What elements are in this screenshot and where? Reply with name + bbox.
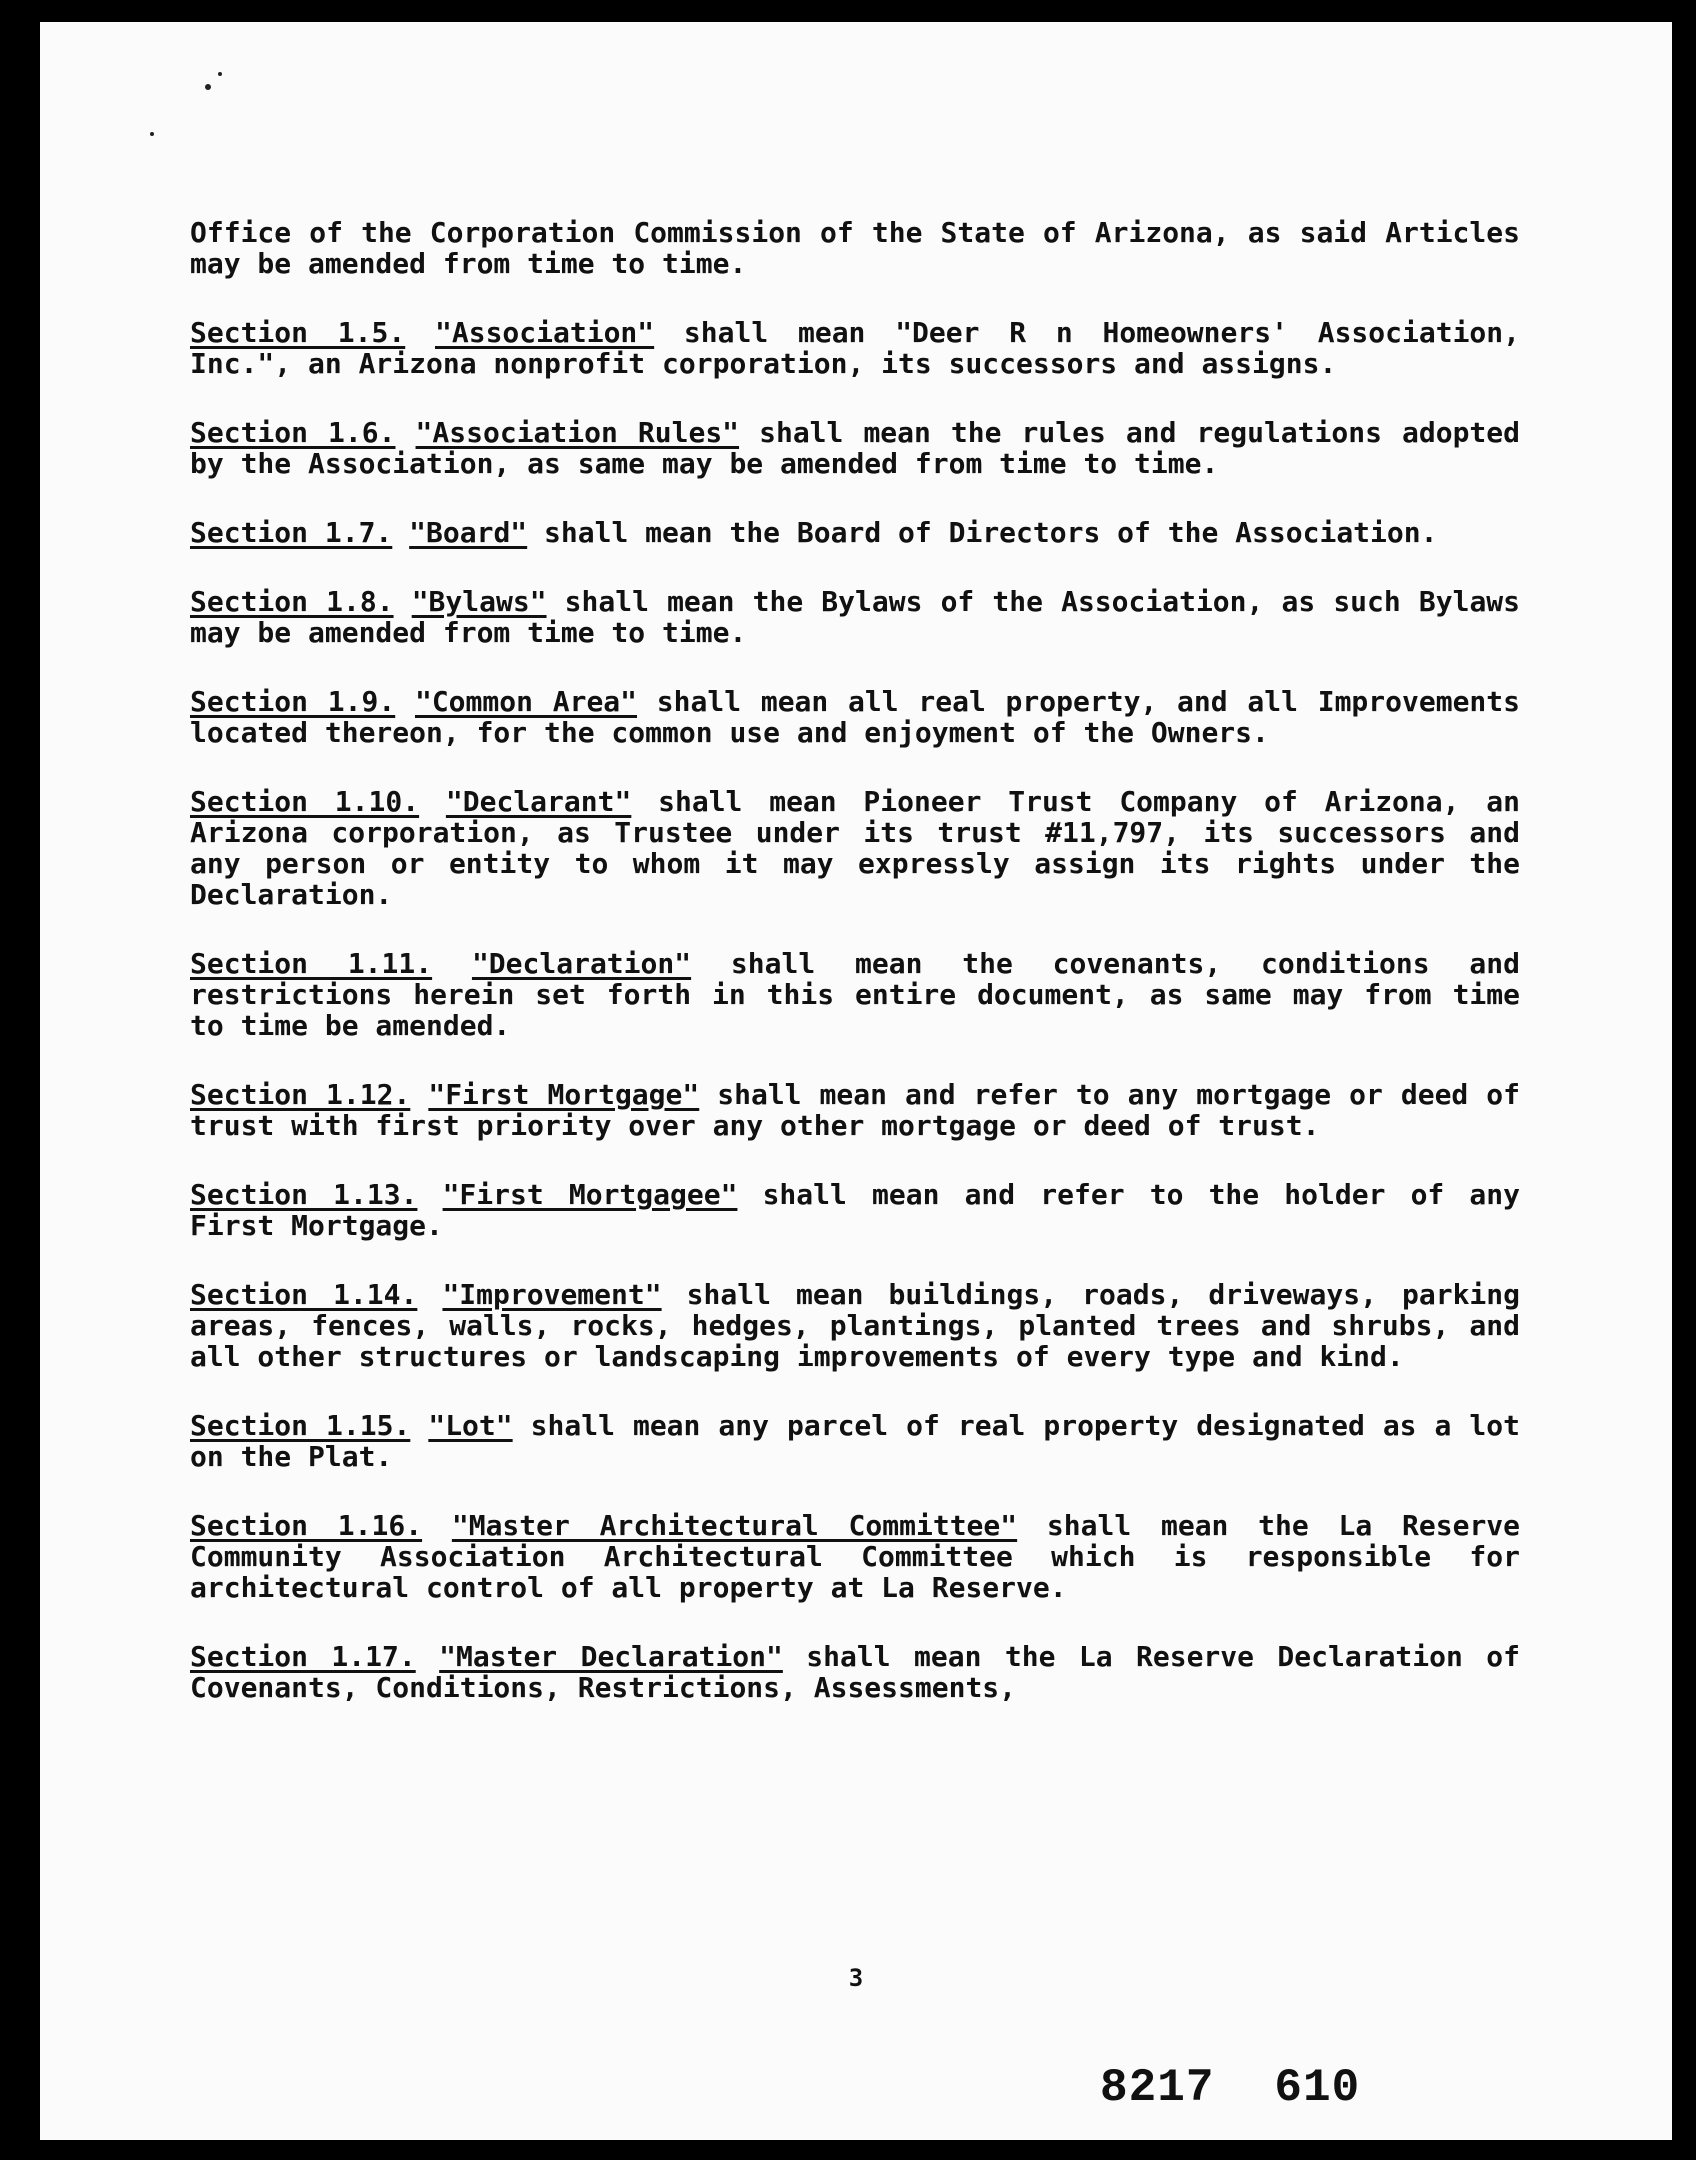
section-label: Section 1.14. <box>190 1278 418 1311</box>
definition-paragraph <box>190 948 1520 1041</box>
defined-term: "Master Declaration" <box>439 1640 783 1673</box>
section-label: Section 1.5. <box>190 316 406 349</box>
defined-term: "Board" <box>409 516 528 549</box>
scan-speck <box>150 132 154 136</box>
defined-term: "Association Rules" <box>415 416 740 449</box>
definition-text: shall mean the Board of Directors of the Association. <box>527 516 1438 549</box>
definition-text: shall mean Pioneer Trust Company of Arizona, an Arizona corporation, as Trustee under its trust #11,797, its successors and any person or entity to whom it may expressly assign its rights under the Declaration. <box>190 785 1520 911</box>
defined-term: "Bylaws" <box>411 585 547 618</box>
defined-term: "Master Architectural Committee" <box>451 1509 1018 1542</box>
section-label: Section 1.6. <box>190 416 396 449</box>
defined-term: "Declarant" <box>445 785 632 818</box>
intro-paragraph: Office of the Corporation Commission of the State of Arizona, as said Articles may be amended from time to time. <box>190 216 1520 280</box>
stamp-left: 8217 <box>1100 2062 1215 2114</box>
definition-paragraph <box>190 317 1520 379</box>
section-label: Section 1.15. <box>190 1409 411 1442</box>
section-label: Section 1.7. <box>190 516 393 549</box>
definition-paragraph <box>190 417 1520 479</box>
definition-text: shall mean the covenants, conditions and restrictions herein set forth in this entire document, as same may from time to time be amended. <box>190 947 1521 1042</box>
stamp-right: 610 <box>1274 2062 1361 2114</box>
defined-term: "First Mortgage" <box>428 1078 700 1111</box>
scan-speck <box>218 72 222 76</box>
document-stamp-number <box>1100 2062 1360 2114</box>
section-label: Section 1.9. <box>190 685 396 718</box>
definition-text: shall mean the Bylaws of the Association, as such Bylaws may be amended from time to time. <box>190 585 1521 649</box>
definition-text: shall mean the La Reserve Declaration of Covenants, Conditions, Restrictions, Assessments, <box>190 1640 1520 1704</box>
definition-paragraph <box>190 517 1520 548</box>
section-label: Section 1.11. <box>190 947 433 980</box>
section-label: Section 1.10. <box>190 785 420 818</box>
document-body <box>190 217 1520 1741</box>
definition-text: shall mean "Deer R n Homeowners' Association, Inc.", an Arizona nonprofit corporation, its successors and assigns. <box>190 316 1521 380</box>
definition-paragraph <box>190 1179 1520 1241</box>
section-label: Section 1.16. <box>190 1509 423 1542</box>
definition-paragraph <box>190 1641 1520 1703</box>
section-label: Section 1.17. <box>190 1640 416 1673</box>
section-label: Section 1.13. <box>190 1178 418 1211</box>
definition-paragraph <box>190 686 1520 748</box>
defined-term: "Lot" <box>428 1409 513 1442</box>
definition-text: shall mean all real property, and all Improvements located thereon, for the common use and enjoyment of the Owners. <box>190 685 1520 749</box>
page-number: 3 <box>848 1964 864 1992</box>
defined-term: "Improvement" <box>442 1278 662 1311</box>
definition-paragraph <box>190 1279 1520 1372</box>
document-page <box>40 22 1672 2140</box>
defined-term: "Common Area" <box>414 685 638 718</box>
defined-term: "Declaration" <box>471 947 692 980</box>
definition-paragraph <box>190 1410 1520 1472</box>
definition-paragraph <box>190 786 1520 910</box>
definition-paragraph <box>190 586 1520 648</box>
definition-text: shall mean and refer to any mortgage or deed of trust with first priority over any other mortgage or deed of trust. <box>190 1078 1521 1142</box>
definition-text: shall mean any parcel of real property designated as a lot on the Plat. <box>190 1409 1521 1473</box>
definitions-list <box>190 317 1520 1703</box>
defined-term: "First Mortgagee" <box>442 1178 738 1211</box>
scan-speck <box>205 84 211 90</box>
section-label: Section 1.8. <box>190 585 394 618</box>
definition-text: shall mean buildings, roads, driveways, parking areas, fences, walls, rocks, hedges, plantings, planted trees and shrubs, and all other structures or landscaping improvements of every type and kind. <box>190 1278 1521 1373</box>
definition-paragraph <box>190 1510 1520 1603</box>
definition-text: shall mean and refer to the holder of any First Mortgage. <box>190 1178 1520 1242</box>
definition-text: shall mean the rules and regulations adopted by the Association, as same may be amended from time to time. <box>190 416 1520 480</box>
defined-term: "Association" <box>435 316 655 349</box>
definition-paragraph <box>190 1079 1520 1141</box>
section-label: Section 1.12. <box>190 1078 411 1111</box>
definition-text: shall mean the La Reserve Community Association Architectural Committee which is responsible for architectural control of all property at La Reserve. <box>190 1509 1521 1604</box>
